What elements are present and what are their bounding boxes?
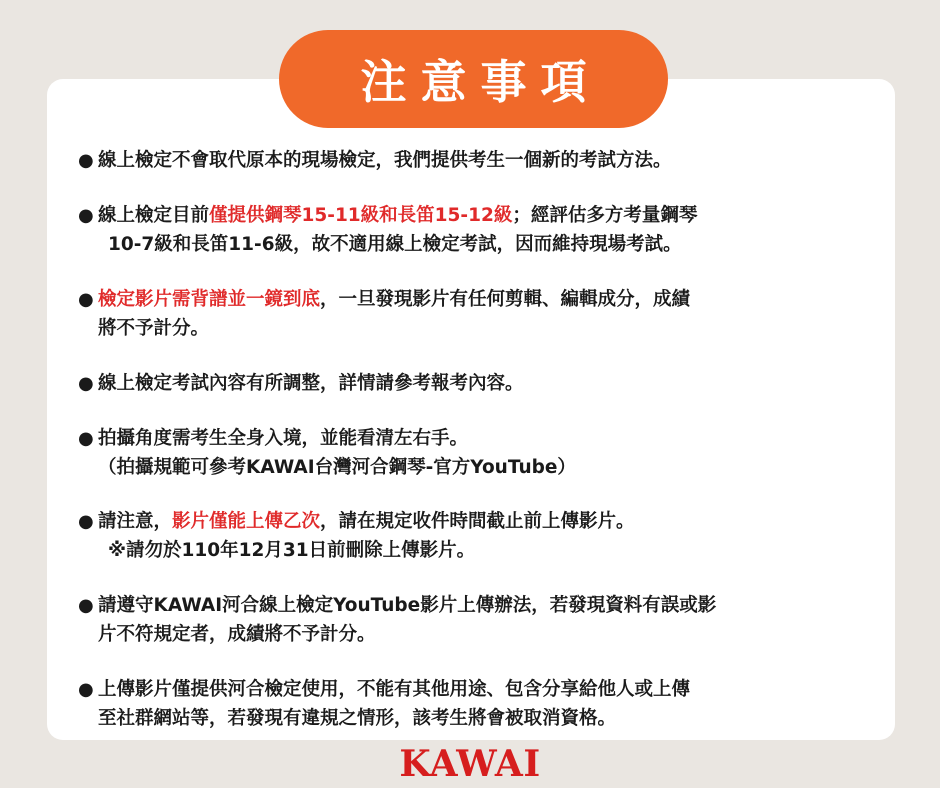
notice-line xyxy=(98,424,576,453)
notice-line: 片不符規定者，成績將不予計分。 xyxy=(98,624,376,645)
bullet-icon: ● xyxy=(78,428,94,449)
notice-line: 10-7級和長笛11-6級，故不適用線上檢定考試，因而維持現場考試。 xyxy=(108,234,682,255)
notice-item-6 xyxy=(78,507,635,565)
notice-item-5 xyxy=(78,424,576,482)
bullet-icon: ● xyxy=(78,150,94,171)
notice-item-8 xyxy=(78,675,690,733)
notice-highlight: 影片僅能上傳乙次 xyxy=(172,511,321,532)
notice-text: 線上檢定目前 xyxy=(98,205,210,226)
notice-text: 上傳影片僅提供河合檢定使用，不能有其他用途、包含分享給他人或上傳 xyxy=(98,679,691,700)
bullet-icon: ● xyxy=(78,205,94,226)
notice-line: ※請勿於110年12月31日前刪除上傳影片。 xyxy=(108,540,476,561)
notice-line xyxy=(98,507,635,536)
notice-text: 請遵守KAWAI河合線上檢定YouTube影片上傳辦法，若發現資料有誤或影 xyxy=(98,595,717,616)
kawai-logo: KAWAI xyxy=(399,743,541,785)
notice-line: 至社群網站等，若發現有違規之情形，該考生將會被取消資格。 xyxy=(98,708,617,729)
notice-item-7 xyxy=(78,591,716,649)
notice-item-3 xyxy=(78,285,690,343)
notice-line xyxy=(98,675,690,704)
notice-line xyxy=(98,146,672,175)
notice-line xyxy=(98,285,690,314)
notice-item-4 xyxy=(78,369,524,398)
bullet-icon: ● xyxy=(78,289,94,310)
notice-text: 請注意， xyxy=(98,511,173,532)
notice-line: 將不予計分。 xyxy=(98,318,210,339)
notice-text: ，一旦發現影片有任何剪輯、編輯成分，成績 xyxy=(320,289,691,310)
page-title: 注意事項 xyxy=(279,30,668,128)
notice-item-2 xyxy=(78,201,697,259)
notice-text: ，請在規定收件時間截止前上傳影片。 xyxy=(320,511,635,532)
notice-item-1 xyxy=(78,146,672,175)
notice-line: （拍攝規範可參考KAWAI台灣河合鋼琴-官方YouTube） xyxy=(98,457,576,478)
bullet-icon: ● xyxy=(78,511,94,532)
notice-text: ；經評估多方考量鋼琴 xyxy=(512,205,698,226)
notice-highlight: 僅提供鋼琴15-11級和長笛15-12級 xyxy=(209,205,513,226)
notice-line xyxy=(98,369,524,398)
notice-text: 拍攝角度需考生全身入境，並能看清左右手。 xyxy=(98,428,469,449)
notice-text: 線上檢定不會取代原本的現場檢定，我們提供考生一個新的考試方法。 xyxy=(98,150,672,171)
notice-text: 線上檢定考試內容有所調整，詳情請參考報考內容。 xyxy=(98,373,524,394)
bullet-icon: ● xyxy=(78,373,94,394)
bullet-icon: ● xyxy=(78,595,94,616)
notice-line xyxy=(98,591,716,620)
notice-line xyxy=(98,201,697,230)
bullet-icon: ● xyxy=(78,679,94,700)
notice-highlight: 檢定影片需背譜並一鏡到底 xyxy=(98,289,321,310)
